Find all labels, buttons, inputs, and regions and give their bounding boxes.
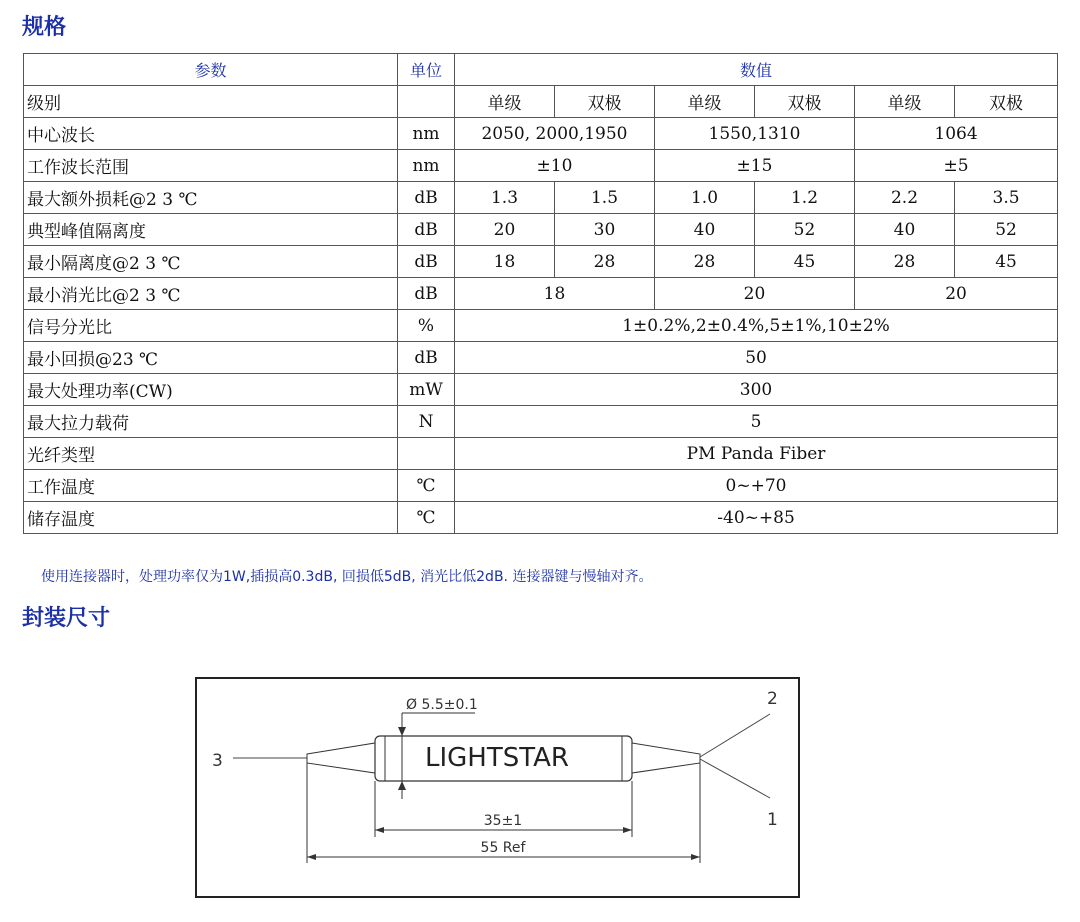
value-cell: 45 <box>755 246 855 278</box>
unit-cell: ℃ <box>398 470 455 502</box>
table-row <box>24 246 1058 278</box>
header-param: 参数 <box>24 54 398 86</box>
grade-param: 级别 <box>24 86 398 118</box>
table-row <box>24 438 1058 470</box>
param-cell: 最大拉力载荷 <box>24 406 398 438</box>
value-cell: 1±0.2%,2±0.4%,5±1%,10±2% <box>455 310 1058 342</box>
unit-cell: nm <box>398 150 455 182</box>
value-cell: 52 <box>755 214 855 246</box>
grade-unit <box>398 86 455 118</box>
table-row <box>24 182 1058 214</box>
value-cell: 2.2 <box>855 182 955 214</box>
param-cell: 工作波长范围 <box>24 150 398 182</box>
value-cell: PM Panda Fiber <box>455 438 1058 470</box>
value-cell: 45 <box>955 246 1058 278</box>
value-cell: 0~+70 <box>455 470 1058 502</box>
value-cell: 40 <box>855 214 955 246</box>
value-cell: 20 <box>855 278 1058 310</box>
value-cell: 3.5 <box>955 182 1058 214</box>
value-cell: 1.3 <box>455 182 555 214</box>
port-1-label: 1 <box>767 810 778 830</box>
diameter-label: Ø 5.5±0.1 <box>406 697 478 713</box>
value-cell: 30 <box>555 214 655 246</box>
param-cell: 最小隔离度@2 3 ℃ <box>24 246 398 278</box>
table-row <box>24 502 1058 534</box>
table-row <box>24 214 1058 246</box>
table-row <box>24 406 1058 438</box>
table-row <box>24 470 1058 502</box>
unit-cell: N <box>398 406 455 438</box>
grade-row <box>24 86 1058 118</box>
value-cell: 300 <box>455 374 1058 406</box>
value-cell: 1.0 <box>655 182 755 214</box>
port-2-label: 2 <box>767 689 778 709</box>
param-cell: 工作温度 <box>24 470 398 502</box>
spec-table <box>23 53 1058 534</box>
value-cell: 28 <box>555 246 655 278</box>
param-cell: 典型峰值隔离度 <box>24 214 398 246</box>
header-unit: 单位 <box>398 54 455 86</box>
param-cell: 信号分光比 <box>24 310 398 342</box>
grade-cell: 单级 <box>855 86 955 118</box>
param-cell: 中心波长 <box>24 118 398 150</box>
unit-cell: dB <box>398 214 455 246</box>
grade-cell: 双极 <box>555 86 655 118</box>
grade-cell: 双极 <box>755 86 855 118</box>
param-cell: 最小回损@23 ℃ <box>24 342 398 374</box>
connector-note: 使用连接器时，处理功率仅为1W,插损高0.3dB, 回损低5dB, 消光比低2dB. 连接器键与慢轴对齐。 <box>41 569 653 585</box>
value-cell: 1550,1310 <box>655 118 855 150</box>
table-row <box>24 278 1058 310</box>
unit-cell: nm <box>398 118 455 150</box>
value-cell: 18 <box>455 278 655 310</box>
table-row <box>24 310 1058 342</box>
param-cell: 储存温度 <box>24 502 398 534</box>
unit-cell: mW <box>398 374 455 406</box>
table-row <box>24 118 1058 150</box>
value-cell: 28 <box>655 246 755 278</box>
table-row <box>24 374 1058 406</box>
unit-cell: dB <box>398 182 455 214</box>
grade-cell: 单级 <box>655 86 755 118</box>
body-length-label: 35±1 <box>483 813 523 829</box>
param-cell: 最大额外损耗@2 3 ℃ <box>24 182 398 214</box>
drawing-frame <box>196 678 799 897</box>
value-cell: 28 <box>855 246 955 278</box>
package-heading: 封装尺寸 <box>22 606 111 631</box>
table-row <box>24 150 1058 182</box>
value-cell: 20 <box>655 278 855 310</box>
port-3-label: 3 <box>212 751 223 771</box>
table-row <box>24 342 1058 374</box>
value-cell: -40~+85 <box>455 502 1058 534</box>
unit-cell: dB <box>398 342 455 374</box>
value-cell: 1064 <box>855 118 1058 150</box>
param-cell: 最大处理功率(CW) <box>24 374 398 406</box>
brand-label: LIGHTSTAR <box>425 743 569 773</box>
spec-heading: 规格 <box>22 15 67 40</box>
value-cell: 2050, 2000,1950 <box>455 118 655 150</box>
value-cell: ±5 <box>855 150 1058 182</box>
package-drawing <box>195 677 801 899</box>
value-cell: 1.5 <box>555 182 655 214</box>
unit-cell: dB <box>398 278 455 310</box>
param-cell: 光纤类型 <box>24 438 398 470</box>
value-cell: ±10 <box>455 150 655 182</box>
unit-cell: dB <box>398 246 455 278</box>
header-value: 数值 <box>455 54 1058 86</box>
unit-cell: % <box>398 310 455 342</box>
param-cell: 最小消光比@2 3 ℃ <box>24 278 398 310</box>
total-length-label: 55 Ref <box>480 840 526 856</box>
grade-cell: 单级 <box>455 86 555 118</box>
value-cell: 20 <box>455 214 555 246</box>
table-header-row <box>24 54 1058 86</box>
value-cell: 5 <box>455 406 1058 438</box>
unit-cell: ℃ <box>398 502 455 534</box>
value-cell: 50 <box>455 342 1058 374</box>
value-cell: 52 <box>955 214 1058 246</box>
grade-cell: 双极 <box>955 86 1058 118</box>
value-cell: 40 <box>655 214 755 246</box>
value-cell: ±15 <box>655 150 855 182</box>
value-cell: 18 <box>455 246 555 278</box>
value-cell: 1.2 <box>755 182 855 214</box>
unit-cell <box>398 438 455 470</box>
